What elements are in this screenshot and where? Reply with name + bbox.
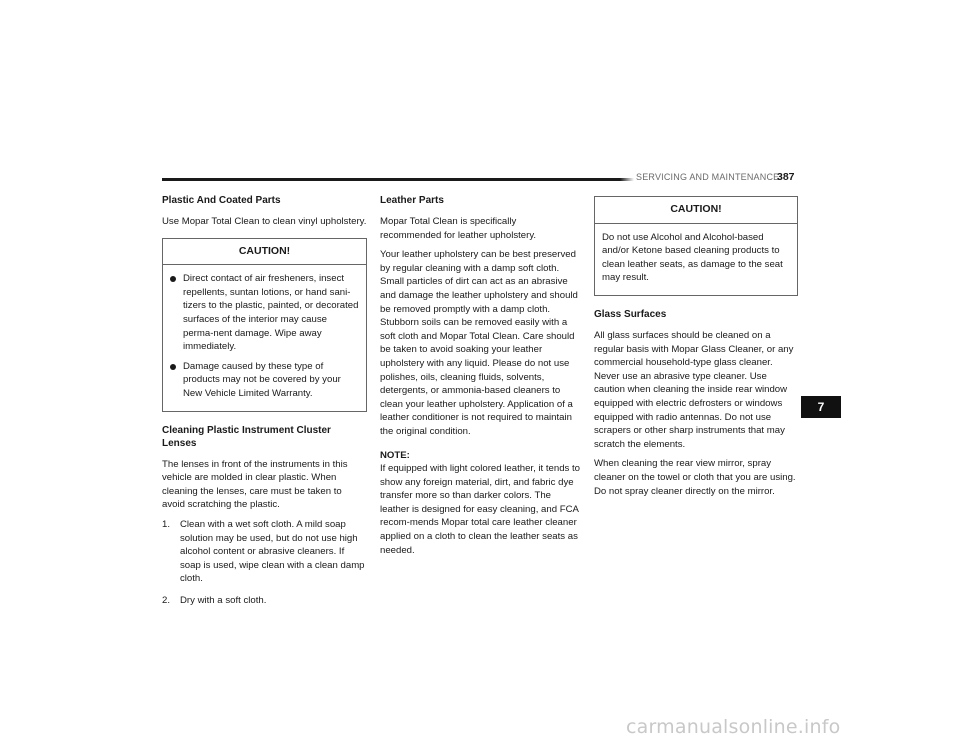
page-number: 387 bbox=[777, 171, 795, 183]
column-2 bbox=[380, 194, 580, 563]
step-number: 2. bbox=[162, 594, 171, 606]
caution-box bbox=[162, 238, 367, 412]
column-3 bbox=[594, 194, 798, 504]
note-label: NOTE: bbox=[380, 449, 410, 461]
caution-bullet bbox=[170, 360, 359, 401]
step-number: 1. bbox=[162, 518, 171, 530]
caution-body bbox=[163, 265, 366, 410]
caution-bullet-text: Direct contact of air fresheners, insect repellents, suntan lotions, or hand sani-tizers to the plastic, painted, or decorated surfaces of the interior may cause perma-nent damage. Wipe away immediately. bbox=[183, 273, 359, 353]
step-item bbox=[162, 518, 367, 586]
note-text: If equipped with light colored leather, it tends to show any foreign material, dirt, and fabric dye transfer more so than darker colors. The leather is designed for easy cleaning, and FCA recom-mends Mopar total care leather cleaner applied on a cloth to clean the leather seats as needed. bbox=[380, 463, 580, 556]
caution-bullet bbox=[170, 272, 359, 354]
steps-list bbox=[162, 518, 367, 608]
caution-text: Do not use Alcohol and Alcohol-based and/or Ketone based cleaning products to clean leather seats, as damage to the seat may result. bbox=[602, 231, 783, 284]
watermark: carmanualsonline.info bbox=[626, 716, 841, 738]
bullet-dot-icon bbox=[170, 364, 176, 370]
chapter-tab: 7 bbox=[801, 396, 841, 418]
caution-box bbox=[594, 196, 798, 296]
caution-bullet-text: Damage caused by these type of products may not be covered by your New Vehicle Limited Warranty. bbox=[183, 360, 341, 399]
caution-body bbox=[595, 224, 797, 295]
step-item bbox=[162, 594, 367, 608]
heading-glass-surfaces: Glass Surfaces bbox=[594, 308, 667, 320]
column-1 bbox=[162, 194, 367, 615]
leather-paragraph-1: Mopar Total Clean is specifically recommended for leather upholstery. bbox=[380, 216, 537, 241]
intro-paragraph: Use Mopar Total Clean to clean vinyl upholstery. bbox=[162, 216, 367, 227]
caution-title: CAUTION! bbox=[595, 197, 797, 224]
bullet-dot-icon bbox=[170, 276, 176, 282]
caution-title: CAUTION! bbox=[163, 239, 366, 266]
glass-paragraph-1: All glass surfaces should be cleaned on a regular basis with Mopar Glass Cleaner, or any commercial household-type glass cleaner. Never use an abrasive type cleaner. Use caution when cleaning the inside rear window equipped with electric defrosters or windows equipped with radio antennas. Do not use scrapers or other sharp instruments that may scratch the elements. bbox=[594, 329, 794, 450]
leather-paragraph-2: Your leather upholstery can be best preserved by regular cleaning with a damp soft cloth. Small particles of dirt can act as an abrasive and damage the leather upholstery and should be removed promptly with a damp cloth. Stubborn soils can be removed easily with a soft cloth and Mopar Total Clean. Care should be taken to avoid soaking your leather upholstery with any liquid. Please do not use polishes, oils, cleaning fluids, solvents, detergents, or ammonia-based cleaners to clean your leather upholstery. Application of a leather conditioner is not required to maintain the original condition. bbox=[380, 249, 578, 437]
header-rule bbox=[162, 178, 631, 181]
heading-leather-parts: Leather Parts bbox=[380, 195, 444, 206]
glass-paragraph-2: When cleaning the rear view mirror, spray cleaner on the towel or cloth that you are using. Do not spray cleaner directly on the mirror. bbox=[594, 458, 796, 497]
step-text: Clean with a wet soft cloth. A mild soap solution may be used, but do not use high alcohol content or abrasive cleaners. If soap is used, wipe clean with a clean damp cloth. bbox=[180, 518, 365, 585]
lenses-paragraph: The lenses in front of the instruments in this vehicle are molded in clear plastic. When cleaning the lenses, care must be taken to avoid scratching the plastic. bbox=[162, 458, 348, 511]
step-text: Dry with a soft cloth. bbox=[180, 594, 267, 606]
header-section-title: SERVICING AND MAINTENANCE bbox=[636, 172, 780, 182]
heading-cluster-lenses: Cleaning Plastic Instrument Cluster Lenses bbox=[162, 424, 331, 449]
heading-plastic-coated-parts: Plastic And Coated Parts bbox=[162, 195, 281, 206]
